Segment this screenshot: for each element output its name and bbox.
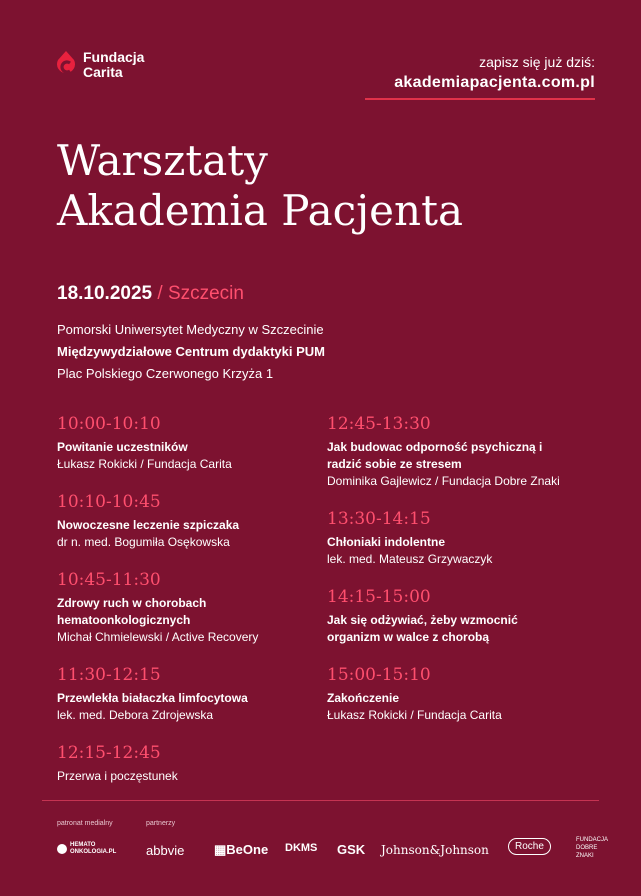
venue-line-2: Międzywydziałowe Centrum dydaktyki PUM: [57, 344, 326, 359]
agenda-item: [327, 413, 617, 490]
agenda-title: Jak budowac odporność psychiczną i radzić sobie ze stresem: [327, 440, 543, 471]
agenda-item: [57, 742, 347, 785]
agenda-speaker: Dominika Gajlewicz / Fundacja Dobre Znaki: [327, 474, 560, 488]
agenda-item: [327, 664, 617, 724]
agenda-speaker: Łukasz Rokicki / Fundacja Carita: [327, 708, 502, 722]
fundacja-carita-logo: [55, 50, 144, 80]
registration-url-link[interactable]: akademiapacjenta.com.pl: [394, 74, 595, 91]
event-date: 18.10.2025: [57, 283, 153, 304]
event-city: Szczecin: [167, 283, 244, 304]
partner-gsk: GSK: [337, 842, 366, 857]
partner-roche: Roche: [508, 838, 551, 855]
registration-underline: [365, 98, 595, 100]
agenda-time: 10:10-10:45: [57, 492, 161, 512]
registration-block: [365, 54, 595, 100]
logo-line-1: Fundacja: [83, 49, 145, 65]
agenda-time: 12:45-13:30: [327, 414, 431, 434]
agenda-item: [57, 413, 347, 473]
partners-label: partnerzy: [146, 820, 176, 827]
partner-abbvie: abbvie: [146, 843, 185, 858]
agenda-title: Zdrowy ruch w chorobach hematoonkologicznych: [57, 596, 207, 627]
agenda-item: [327, 586, 617, 646]
page-title: [57, 136, 463, 236]
agenda-speaker: Łukasz Rokicki / Fundacja Carita: [57, 457, 232, 471]
beone-icon: ▦: [214, 842, 227, 857]
agenda-item: [57, 491, 347, 551]
agenda-time: 10:45-11:30: [57, 570, 161, 590]
agenda-left-column: [57, 413, 347, 803]
venue-line-3: Plac Polskiego Czerwonego Krzyża 1: [57, 366, 274, 381]
agenda-time: 12:15-12:45: [57, 743, 161, 763]
event-separator: /: [152, 283, 168, 304]
hematoonkologia-logo: [57, 842, 130, 856]
agenda-speaker: Przerwa i poczęstunek: [57, 769, 178, 783]
agenda-item: [327, 508, 617, 568]
agenda-speaker: lek. med. Debora Zdrojewska: [57, 708, 214, 722]
partner-beone-label: BeOne: [226, 842, 269, 857]
agenda-time: 14:15-15:00: [327, 587, 431, 607]
partner-dkms: DKMS: [285, 842, 318, 854]
title-line-2: Akademia Pacjenta: [57, 186, 463, 235]
agenda-item: [57, 569, 347, 646]
venue-address: [57, 319, 325, 385]
media-patron-label: patronat medialny: [57, 820, 113, 827]
agenda-speaker: lek. med. Mateusz Grzywaczyk: [327, 552, 493, 566]
event-date-location: [57, 283, 244, 305]
agenda-title: Powitanie uczestników: [57, 440, 188, 454]
agenda-time: 10:00-10:10: [57, 414, 161, 434]
logo-line-2: Carita: [83, 64, 123, 80]
agenda-item: [57, 664, 347, 724]
title-line-1: Warsztaty: [57, 136, 268, 185]
hemato-circle-icon: [57, 844, 67, 854]
partner-johnson-johnson: Johnson&Johnson: [381, 843, 489, 857]
agenda-title: Przewlekła białaczka limfocytowa: [57, 691, 248, 705]
agenda-time: 11:30-12:15: [57, 665, 161, 685]
agenda-title: Nowoczesne leczenie szpiczaka: [57, 518, 240, 532]
agenda-speaker: dr n. med. Bogumiła Osękowska: [57, 535, 230, 549]
agenda-right-column: [327, 413, 617, 742]
agenda-time: 13:30-14:15: [327, 509, 431, 529]
footer-divider: [42, 800, 599, 801]
agenda-speaker: Michał Chmielewski / Active Recovery: [57, 630, 259, 644]
agenda-time: 15:00-15:10: [327, 665, 431, 685]
venue-line-1: Pomorski Uniwersytet Medyczny w Szczecinie: [57, 322, 324, 337]
partner-dobre-znaki: FUNDACJA DOBRE ZNAKI: [576, 837, 608, 859]
agenda-title: Chłoniaki indolentne: [327, 535, 446, 549]
agenda-title: Jak się odżywiać, żeby wzmocnić organizm w walce z chorobą: [327, 613, 518, 644]
registration-label: zapisz się już dziś:: [479, 54, 595, 70]
media-patron-name: HEMATO ONKOLOGIA.PL: [70, 842, 117, 855]
carita-logo-icon: [55, 50, 77, 80]
partner-beone: [214, 842, 268, 858]
agenda-title: Zakończenie: [327, 691, 400, 705]
